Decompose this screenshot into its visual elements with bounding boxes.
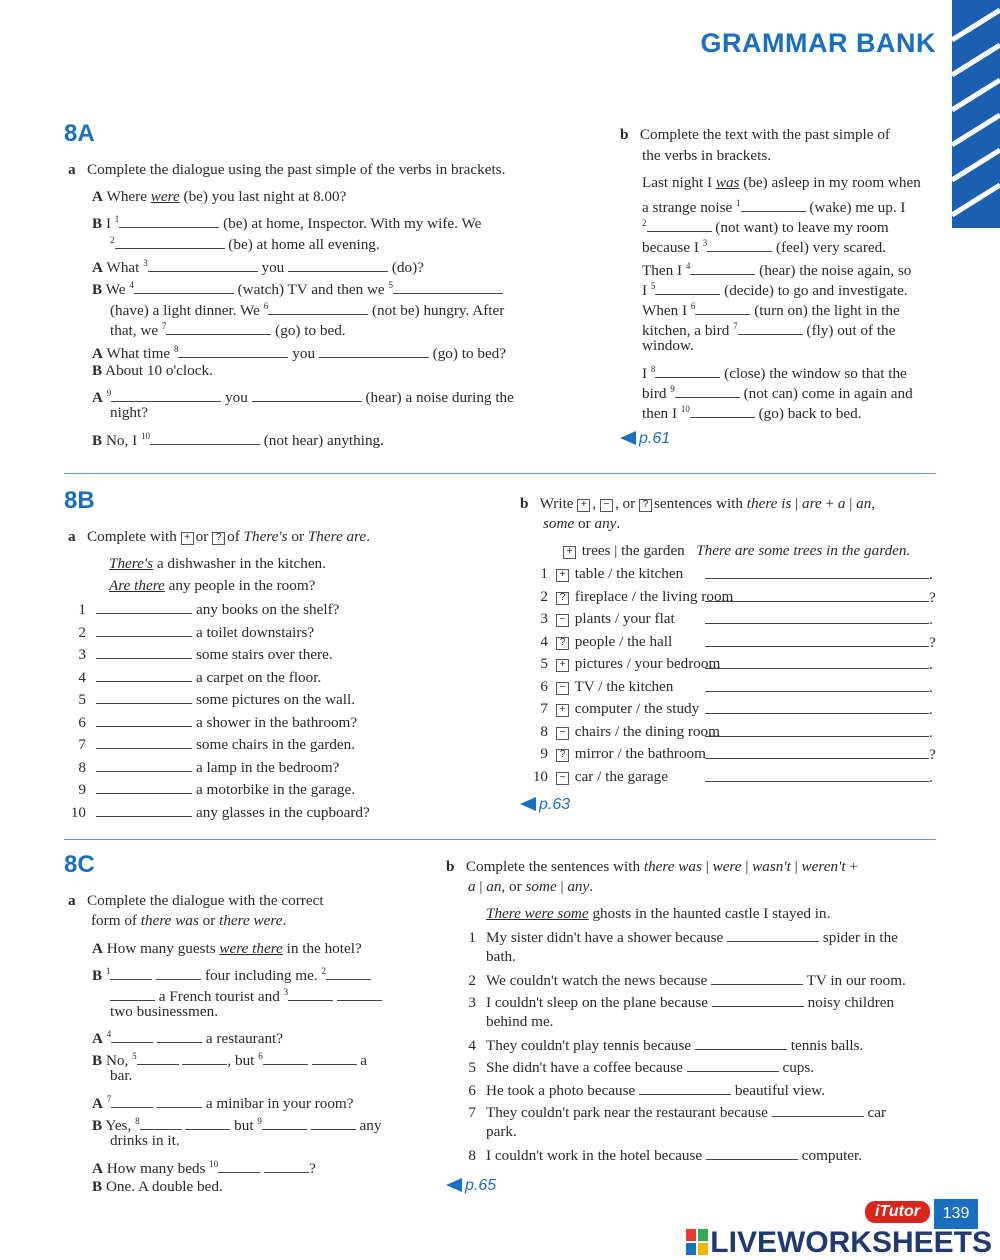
answer-line: .: [705, 654, 933, 675]
answer-blank[interactable]: [268, 300, 368, 315]
exercise-item: 4 a carpet on the floor.: [78, 668, 322, 686]
8a-dialogue-line: B We $^4$ (watch) TV and then we $^5$: [92, 275, 503, 300]
answer-blank[interactable]: [772, 1102, 864, 1117]
exercise-item: 1 My sister didn't have a shower because spider in the: [468, 929, 898, 946]
8c-dialogue-line: A $^4$ a restaurant?: [92, 1029, 284, 1048]
answer-blank[interactable]: [96, 757, 192, 772]
8c-b-instruction: b Complete the sentences with there was | were | wasn't | weren't +: [446, 858, 858, 875]
answer-blank[interactable]: [96, 667, 192, 682]
8a-dialogue-line: B I $^1$ (be) at home, Inspector. With my wife. We: [92, 214, 482, 233]
exercise-item: 5 + pictures / your bedroom: [540, 655, 721, 672]
answer-blank[interactable]: [137, 1050, 179, 1065]
answer-line: ?: [705, 587, 936, 608]
8a-text-line: I $^8$ (close) the window so that the: [642, 364, 907, 383]
answer-blank[interactable]: [738, 320, 803, 335]
answer-blank[interactable]: [110, 965, 152, 980]
section-8b-title: 8B: [64, 487, 95, 514]
answer-blank[interactable]: [148, 257, 258, 272]
8a-dialogue-line: that, we $^7$ (go) to bed.: [110, 321, 346, 340]
answer-line: .: [705, 677, 933, 698]
answer-blank[interactable]: [96, 712, 192, 727]
8a-b-instruction: the verbs in brackets.: [642, 147, 772, 164]
8c-dialogue-line: B One. A double bed.: [92, 1178, 223, 1195]
answer-blank[interactable]: [705, 767, 929, 782]
sign-box: ?: [556, 637, 569, 650]
8a-dialogue-line: A Where were (be) you last night at 8.00?: [92, 188, 347, 205]
exercise-item: 8 I couldn't work in the hotel because computer.: [468, 1146, 863, 1164]
8a-text-line: Then I $^4$ (hear) the noise again, so: [642, 261, 912, 280]
exercise-item: 8 a lamp in the bedroom?: [78, 758, 340, 776]
answer-line: .: [705, 767, 933, 788]
8a-dialogue-line: night?: [110, 404, 148, 421]
answer-blank[interactable]: [337, 986, 382, 1001]
answer-blank[interactable]: [727, 927, 819, 942]
answer-blank[interactable]: [695, 300, 750, 315]
answer-blank[interactable]: [705, 677, 929, 692]
page-ref-p61[interactable]: p.61: [620, 429, 670, 449]
answer-blank[interactable]: [150, 430, 260, 445]
answer-blank[interactable]: [675, 383, 740, 398]
8a-dialogue-line: B About 10 o'clock.: [92, 362, 213, 379]
sign-box: ?: [556, 592, 569, 605]
answer-blank[interactable]: [264, 1158, 309, 1173]
answer-blank[interactable]: [115, 234, 225, 249]
exercise-item: 5 some pictures on the wall.: [78, 691, 356, 708]
exercise-item: 4 ? people / the hall: [540, 632, 673, 650]
exercise-item: 4 They couldn't play tennis because tennis balls.: [468, 1036, 864, 1054]
exercise-item: 8 − chairs / the dining room: [540, 722, 720, 740]
answer-blank[interactable]: [393, 279, 503, 294]
8b-b-instruction: b Write + , − , or ? sentences with there is | are + a | an,: [520, 495, 876, 512]
answer-blank[interactable]: [111, 1093, 153, 1108]
sign-box: −: [556, 614, 569, 627]
8c-dialogue-line: drinks in it.: [110, 1132, 180, 1149]
sign-box: ?: [556, 749, 569, 762]
page-number: 139: [934, 1199, 978, 1229]
8b-a-instruction: a Complete with + or ? of There's or There are.: [68, 528, 370, 545]
8a-dialogue-line: B No, I $^{10}$ (not hear) anything.: [92, 431, 384, 450]
exercise-item: 10 any glasses in the cupboard?: [70, 803, 370, 821]
liveworksheets-icon: [686, 1229, 708, 1255]
answer-blank[interactable]: [288, 257, 388, 272]
answer-blank[interactable]: [690, 260, 755, 275]
exercise-item: 3 − plants / your flat: [540, 610, 675, 627]
answer-blank[interactable]: [639, 1080, 731, 1095]
arrow-left-icon: [446, 1178, 462, 1192]
8a-a-instruction: a Complete the dialogue using the past simple of the verbs in brackets.: [68, 161, 506, 178]
answer-blank[interactable]: [690, 403, 755, 418]
exercise-item: 7 They couldn't park near the restaurant because car: [468, 1104, 887, 1121]
8c-dialogue-line: a French tourist and $^3$: [110, 982, 382, 1007]
exercise-item: 10 − car / the garage: [532, 767, 668, 785]
sign-box: −: [556, 727, 569, 740]
8a-dialogue-line: $^2$ (be) at home all evening.: [110, 235, 380, 254]
answer-blank[interactable]: [134, 279, 234, 294]
section-8c-title: 8C: [64, 851, 95, 878]
section-8a-title: 8A: [64, 120, 95, 147]
8a-dialogue-line: A $^9$ you (hear) a noise during the: [92, 388, 514, 407]
sign-box: +: [556, 569, 569, 582]
exercise-item: 6 − TV / the kitchen: [540, 677, 674, 695]
answer-line: .: [705, 722, 933, 743]
exercise-item: 2 a toilet downstairs?: [78, 623, 315, 641]
answer-blank[interactable]: [655, 363, 720, 378]
answer-blank[interactable]: [655, 280, 720, 295]
8c-dialogue-line: two businessmen.: [110, 1003, 218, 1020]
exercise-item-continued: behind me.: [486, 1013, 554, 1030]
8a-text-line: bird $^9$ (not can) come in again and: [642, 384, 913, 403]
answer-blank[interactable]: [712, 992, 804, 1007]
8a-dialogue-line: A What $^3$ you (do)?: [92, 258, 424, 277]
8a-dialogue-line: (have) a light dinner. We $^6$ (not be) hungry. After: [110, 301, 505, 320]
answer-blank[interactable]: [156, 965, 201, 980]
8c-dialogue-line: B No, $^5$ , but $^6$ a: [92, 1051, 368, 1070]
8c-b-instruction: a | an, or some | any.: [468, 878, 594, 895]
itutor-logo: iTutor: [865, 1201, 930, 1223]
exercise-item: 7 + computer / the study: [540, 700, 700, 717]
answer-line: .: [705, 564, 933, 585]
8a-text-line: I $^5$ (decide) to go and investigate.: [642, 281, 908, 300]
8b-b-instruction: some or any.: [543, 515, 621, 532]
answer-blank[interactable]: [687, 1057, 779, 1072]
8b-example: Are there any people in the room?: [109, 577, 316, 594]
answer-blank[interactable]: [319, 343, 429, 358]
answer-blank[interactable]: [111, 387, 221, 402]
arrow-left-icon: [520, 797, 536, 811]
answer-blank[interactable]: [706, 1145, 798, 1160]
answer-blank[interactable]: [707, 237, 772, 252]
8c-a-instruction: form of there was or there were.: [91, 912, 287, 929]
answer-blank[interactable]: [96, 599, 192, 614]
sign-box: −: [556, 772, 569, 785]
sign-box: −: [556, 682, 569, 695]
answer-blank[interactable]: [96, 802, 192, 817]
answer-blank[interactable]: [705, 587, 929, 602]
answer-blank[interactable]: [252, 387, 362, 402]
exercise-item: 5 She didn't have a coffee because cups.: [468, 1059, 815, 1076]
exercise-item-continued: park.: [486, 1123, 517, 1140]
arrow-left-icon: [620, 431, 636, 445]
8c-dialogue-line: bar.: [110, 1067, 133, 1084]
answer-blank[interactable]: [705, 632, 929, 647]
answer-blank[interactable]: [326, 965, 371, 980]
answer-line: .: [705, 609, 933, 630]
8a-text-line: When I $^6$ (turn on) the light in the: [642, 301, 900, 320]
answer-blank[interactable]: [96, 644, 192, 659]
answer-blank[interactable]: [705, 564, 929, 579]
answer-blank[interactable]: [695, 1035, 787, 1050]
answer-blank[interactable]: [647, 217, 712, 232]
answer-blank[interactable]: [218, 1158, 260, 1173]
answer-blank[interactable]: [96, 622, 192, 637]
answer-blank[interactable]: [111, 1028, 153, 1043]
exercise-item: 3 I couldn't sleep on the plane because noisy children: [468, 994, 895, 1011]
answer-blank[interactable]: [96, 689, 192, 704]
8a-text-line: kitchen, a bird $^7$ (fly) out of the: [642, 321, 896, 340]
answer-blank[interactable]: [711, 970, 803, 985]
answer-blank[interactable]: [262, 1115, 307, 1130]
answer-blank[interactable]: [96, 734, 192, 749]
exercise-item: 6 He took a photo because beautiful view.: [468, 1081, 825, 1099]
exercise-item: 2 ? fireplace / the living room: [540, 587, 734, 605]
8a-text-line: window.: [642, 337, 694, 354]
answer-blank[interactable]: [140, 1115, 182, 1130]
8a-dialogue-line: A What time $^8$ you (go) to bed?: [92, 344, 507, 363]
answer-blank[interactable]: [185, 1115, 230, 1130]
sign-box: +: [556, 704, 569, 717]
liveworksheets-logo: LIVEWORKSHEETS: [686, 1226, 992, 1260]
answer-line: ?: [705, 744, 936, 765]
answer-blank[interactable]: [110, 986, 155, 1001]
8c-dialogue-line: A How many guests were there in the hotel?: [92, 940, 362, 957]
8a-text-line: Last night I was (be) asleep in my room when: [642, 174, 921, 191]
answer-line: .: [705, 699, 933, 720]
answer-blank[interactable]: [705, 609, 929, 624]
answer-blank[interactable]: [705, 654, 929, 669]
8c-a-instruction: a Complete the dialogue with the correct: [68, 892, 324, 909]
8a-text-line: then I $^{10}$ (go) back to bed.: [642, 404, 862, 423]
answer-blank[interactable]: [288, 986, 333, 1001]
exercise-item: 6 a shower in the bathroom?: [78, 713, 358, 731]
answer-blank[interactable]: [119, 213, 219, 228]
answer-blank[interactable]: [157, 1028, 202, 1043]
8c-dialogue-line: A How many beds $^{10}$ ?: [92, 1159, 316, 1178]
8c-dialogue-line: A $^7$ a minibar in your room?: [92, 1094, 354, 1113]
answer-blank[interactable]: [705, 699, 929, 714]
exercise-item: 9 ? mirror / the bathroom: [540, 745, 706, 762]
answer-blank[interactable]: [96, 779, 192, 794]
answer-blank[interactable]: [312, 1050, 357, 1065]
8a-b-instruction: b Complete the text with the past simple of: [620, 126, 890, 143]
answer-blank[interactable]: [705, 722, 929, 737]
answer-blank[interactable]: [182, 1050, 227, 1065]
answer-line: ?: [705, 632, 936, 653]
answer-blank[interactable]: [741, 197, 806, 212]
8b-example: + trees | the garden There are some trees in the garden.: [563, 541, 910, 561]
answer-blank[interactable]: [263, 1050, 308, 1065]
8c-dialogue-line: B $^1$ four including me. $^2$: [92, 961, 371, 986]
answer-blank[interactable]: [178, 343, 288, 358]
section-divider: [64, 473, 936, 474]
answer-blank[interactable]: [705, 744, 929, 759]
sign-box: +: [556, 659, 569, 672]
8b-example: There's a dishwasher in the kitchen.: [109, 555, 326, 572]
exercise-item: 1 any books on the shelf?: [78, 601, 340, 618]
exercise-item: 1 + table / the kitchen: [540, 565, 684, 582]
exercise-item: 2 We couldn't watch the news because TV in our room.: [468, 971, 906, 989]
8a-text-line: a strange noise $^1$ (wake) me up. I: [642, 198, 906, 217]
decorative-stripes: [952, 0, 1000, 228]
exercise-item-continued: bath.: [486, 948, 516, 965]
answer-blank[interactable]: [166, 320, 271, 335]
section-divider: [64, 839, 936, 840]
exercise-item: 7 some chairs in the garden.: [78, 736, 355, 753]
grammar-bank-title: GRAMMAR BANK: [700, 28, 936, 58]
page-ref-p63[interactable]: p.63: [520, 795, 570, 815]
answer-blank[interactable]: [311, 1115, 356, 1130]
exercise-item: 9 a motorbike in the garage.: [78, 781, 355, 798]
8c-dialogue-line: B Yes, $^8$ but $^9$ any: [92, 1116, 382, 1135]
answer-blank[interactable]: [157, 1093, 202, 1108]
exercise-item: 3 some stairs over there.: [78, 646, 333, 663]
page-ref-p65[interactable]: p.65: [446, 1176, 496, 1196]
8a-text-line: because I $^3$ (feel) very scared.: [642, 238, 887, 257]
8c-example: There were some ghosts in the haunted castle I stayed in.: [486, 905, 831, 922]
8a-text-line: $^2$ (not want) to leave my room: [642, 218, 889, 237]
